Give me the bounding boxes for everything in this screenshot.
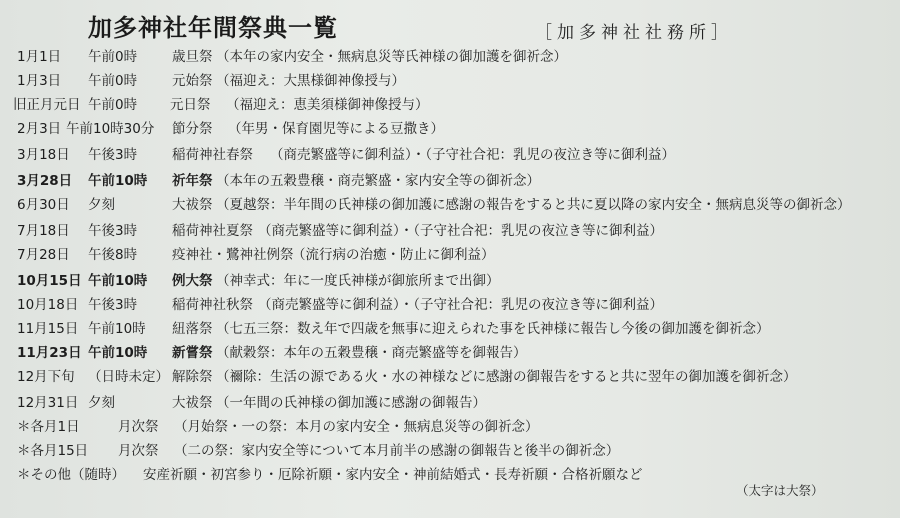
event-description: （本年の五穀豊穣・商売繁盛・家内安全等の御祈念） (216, 173, 540, 189)
event-date: 12月31日 (17, 395, 79, 411)
event-name: 稲荷神社夏祭 (172, 223, 253, 239)
event-time: 午後3時 (88, 297, 138, 313)
event-date: 旧正月元日 (13, 97, 81, 113)
event-date: 1月3日 (17, 73, 62, 89)
event-name: 大祓祭 (172, 197, 213, 213)
event-name: 祈年祭 (172, 173, 213, 189)
page-title: 加多神社年間祭典一覧 (88, 14, 338, 42)
event-date: 11月23日 (17, 345, 82, 361)
event-name: 稲荷神社春祭 (172, 147, 253, 163)
event-date: ＊その他（随時） (17, 467, 125, 483)
event-date: 12月下旬 (17, 369, 75, 385)
event-description: （流行病の治癒・防止に御利益） (292, 247, 495, 263)
event-name: 元日祭 (170, 97, 211, 113)
event-name: 月次祭 (118, 419, 159, 435)
event-time: 午前10時 (88, 321, 146, 337)
event-name: 稲荷神社秋祭 (172, 297, 253, 313)
event-description: （一年間の氏神様の御加護に感謝の御報告） (216, 395, 486, 411)
event-time: 午前0時 (88, 49, 138, 65)
event-name: 歳旦祭 (172, 49, 213, 65)
event-date: 2月3日 (17, 121, 62, 137)
event-description: （禰除：生活の源である火・水の神様などに感謝の御報告をすると共に翌年の御加護を御祈念） (216, 369, 797, 385)
event-time: 午後3時 (88, 223, 138, 239)
event-description: （月始祭・一の祭：本月の家内安全・無病息災等の御祈念） (174, 419, 539, 435)
event-time: 夕刻 (88, 197, 115, 213)
event-name: 大祓祭 (172, 395, 213, 411)
event-description: （二の祭：家内安全等について本月前半の感謝の御報告と後半の御祈念） (174, 443, 620, 459)
event-date: 7月28日 (17, 247, 70, 263)
event-date: 6月30日 (17, 197, 70, 213)
event-time: 午前10時 (88, 345, 148, 361)
event-name: 新嘗祭 (172, 345, 213, 361)
event-description: （福迎え：恵美須様御神像授与） (226, 97, 429, 113)
event-description: （七五三祭：数え年で四歳を無事に迎えられた事を氏神様に報告し今後の御加護を御祈念） (216, 321, 770, 337)
event-description: （夏越祭：半年間の氏神様の御加護に感謝の報告をすると共に夏以降の家内安全・無病息災等の御祈念） (216, 197, 851, 213)
event-time: 午前10時 (88, 173, 148, 189)
event-name: 月次祭 (118, 443, 159, 459)
event-name: 疫神社・鷺神社例祭 (172, 247, 294, 263)
event-date: 3月28日 (17, 173, 73, 189)
event-description: （商売繁盛等に御利益）・（子守社合祀：乳児の夜泣き等に御利益） (258, 223, 663, 239)
event-description: （神幸式：年に一度氏神様が御旅所まで出御） (216, 273, 500, 289)
event-date: ＊各月15日 (17, 443, 89, 459)
shrine-office-label: ［加多神社社務所］ (535, 23, 733, 43)
event-time: 午前10時 (88, 273, 148, 289)
event-description: （福迎え：大黒様御神像授与） (216, 73, 405, 89)
event-name: 安産祈願・初宮参り・厄除祈願・家内安全・神前結婚式・長寿祈願・合格祈願など (143, 467, 643, 483)
event-time: 午後3時 (88, 147, 138, 163)
event-time: 午前0時 (88, 97, 138, 113)
event-date: ＊各月1日 (17, 419, 80, 435)
event-name: 紐落祭 (172, 321, 213, 337)
event-date: 3月18日 (17, 147, 70, 163)
event-name: 解除祭 (172, 369, 213, 385)
event-name: 節分祭 (172, 121, 213, 137)
event-description: （商売繁盛等に御利益）・（子守社合祀：乳児の夜泣き等に御利益） (258, 297, 663, 313)
event-time: 午前10時30分 (66, 121, 155, 137)
event-time: 午前0時 (88, 73, 138, 89)
event-date: 10月18日 (17, 297, 79, 313)
bold-legend-note: （太字は大祭） (736, 483, 824, 498)
event-date: 1月1日 (17, 49, 62, 65)
event-name: 元始祭 (172, 73, 213, 89)
event-description: （年男・保育園児等による豆撒き） (228, 121, 444, 137)
event-time: （日時未定） (88, 369, 169, 385)
event-description: （本年の家内安全・無病息災等氏神様の御加護を御祈念） (216, 49, 567, 65)
event-description: （献穀祭：本年の五穀豊穣・商売繁盛等を御報告） (216, 345, 527, 361)
event-date: 10月15日 (17, 273, 82, 289)
event-date: 7月18日 (17, 223, 70, 239)
event-description: （商売繁盛等に御利益）・（子守社合祀：乳児の夜泣き等に御利益） (270, 147, 675, 163)
event-date: 11月15日 (17, 321, 79, 337)
event-time: 夕刻 (88, 395, 115, 411)
event-time: 午後8時 (88, 247, 138, 263)
event-name: 例大祭 (172, 273, 213, 289)
